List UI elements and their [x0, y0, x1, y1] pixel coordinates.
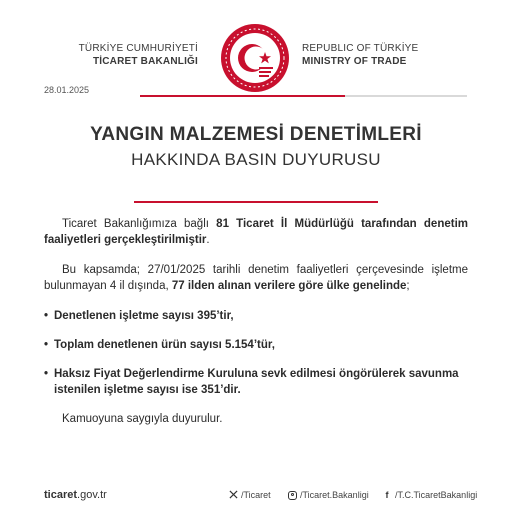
header-right-org: [302, 42, 418, 68]
paragraph-intro-bold: 81 Ticaret İl Müdürlüğü tarafından denetim faaliyetleri gerçekleştirilmiştir: [44, 218, 468, 246]
website-domain-bold: ticaret: [44, 489, 78, 501]
paragraph-scope-text: Bu kapsamda; 27/01/2025 tarihli denetim faaliyetleri çerçevesinde işletme bulunmayan 4 il dışında,: [44, 264, 468, 292]
list-item: [44, 366, 468, 398]
instagram-handle: /Ticaret.Bakanligi: [300, 490, 369, 500]
paragraph-intro-text: Ticaret Bakanlığımıza bağlı: [62, 218, 217, 230]
facebook-icon: f: [385, 490, 389, 500]
x-link[interactable]: [228, 490, 271, 500]
page-subtitle: HAKKINDA BASIN DUYURUSU: [131, 150, 381, 169]
x-icon: [228, 490, 238, 500]
press-release-body: [44, 216, 468, 427]
org-name-en-line1: REPUBLIC OF TÜRKİYE: [302, 43, 419, 54]
org-name-tr-line2: TİCARET BAKANLIĞI: [92, 56, 198, 67]
bullet-marker: •: [44, 368, 49, 380]
facebook-handle: /T.C.TicaretBakanligi: [395, 490, 478, 500]
instagram-icon: [288, 491, 297, 500]
paragraph-scope: [44, 262, 468, 294]
website-link[interactable]: [44, 489, 107, 501]
org-name-en-line2: MINISTRY OF TRADE: [302, 56, 407, 67]
facebook-link[interactable]: [382, 490, 477, 500]
bullet-marker: •: [44, 339, 49, 351]
org-name-tr-line1: TÜRKİYE CUMHURİYETİ: [78, 43, 198, 54]
header-divider-accent: [140, 95, 345, 97]
paragraph-intro: [44, 216, 468, 248]
bullet-text: Denetlenen işletme sayısı 395’tir,: [54, 310, 234, 322]
website-domain-rest: .gov.tr: [77, 489, 107, 501]
page-footer: [0, 488, 512, 504]
document-date: 28.01.2025: [44, 85, 90, 95]
ministry-emblem-icon: [219, 22, 291, 94]
paragraph-intro-end: .: [206, 234, 210, 246]
bullet-marker: •: [44, 310, 49, 322]
instagram-link[interactable]: [288, 490, 369, 500]
list-item: [44, 337, 468, 353]
title-divider: [134, 201, 378, 203]
list-item: [44, 308, 468, 324]
bullet-text: Haksız Fiyat Değerlendirme Kuruluna sevk edilmesi öngörülerek savunma istenilen işletme sayısı ise 351’dir.: [54, 368, 459, 396]
page-title: YANGIN MALZEMESİ DENETİMLERİ: [90, 124, 422, 145]
x-handle: /Ticaret: [241, 490, 271, 500]
page-header: [0, 14, 512, 84]
paragraph-scope-end: ;: [406, 280, 410, 292]
header-left-org: [79, 42, 198, 68]
bullet-text: Toplam denetlenen ürün sayısı 5.154’tür,: [54, 339, 275, 351]
closing-line: Kamuoyuna saygıyla duyurulur.: [62, 413, 223, 425]
paragraph-scope-bold: 77 ilden alınan verilere göre ülke genelinde: [171, 280, 407, 292]
